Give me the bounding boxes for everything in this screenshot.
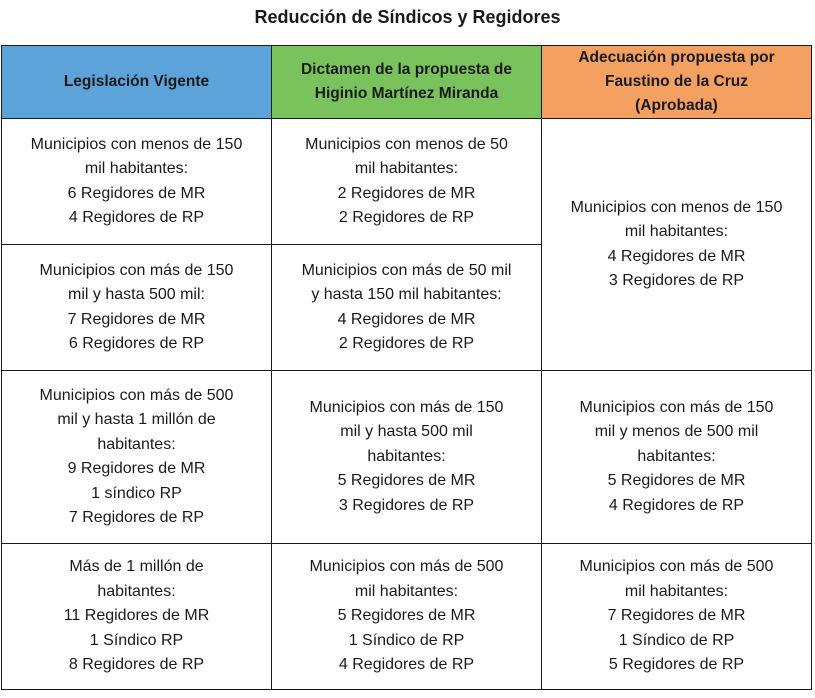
cell-adecuacion bbox=[542, 119, 812, 371]
header-line: (Aprobada) bbox=[635, 97, 718, 114]
header-dictamen bbox=[272, 46, 542, 119]
cell-line: 5 Regidores de MR bbox=[607, 472, 746, 490]
cell-line: 7 Regidores de RP bbox=[68, 509, 205, 526]
cell-line: 2 Regidores de RP bbox=[338, 209, 475, 226]
cell-line: 4 Regidores de RP bbox=[68, 209, 205, 226]
cell-line: mil y menos de 500 mil bbox=[594, 423, 759, 441]
cell-adecuacion bbox=[542, 544, 812, 690]
table-row bbox=[2, 371, 812, 544]
header-line: Adecuación propuesta por bbox=[578, 49, 775, 66]
cell-line: 5 Regidores de RP bbox=[608, 656, 745, 674]
header-line: Dictamen de la propuesta de bbox=[300, 61, 513, 78]
cell-line: mil y hasta 500 mil: bbox=[68, 286, 205, 303]
cell-line: mil habitantes: bbox=[84, 160, 189, 177]
cell-line: Municipios con menos de 50 bbox=[305, 135, 508, 153]
cell-line: Municipios con más de 150 bbox=[309, 398, 504, 416]
cell-line: 4 Regidores de RP bbox=[608, 496, 745, 514]
cell-line: 1 Síndico RP bbox=[89, 631, 184, 649]
cell-line: 1 Síndico de RP bbox=[348, 631, 465, 649]
cell-line: 6 Regidores de RP bbox=[68, 335, 205, 352]
cell-line: 9 Regidores de MR bbox=[67, 460, 206, 477]
header-adecuacion bbox=[542, 46, 812, 119]
cell-line: mil habitantes: bbox=[624, 582, 729, 600]
cell-line: 8 Regidores de RP bbox=[68, 656, 205, 674]
cell-line: 4 Regidores de MR bbox=[607, 247, 746, 265]
cell-line: 3 Regidores de RP bbox=[338, 496, 475, 514]
cell-line: 7 Regidores de MR bbox=[607, 607, 746, 625]
cell-line: 11 Regidores de MR bbox=[63, 607, 210, 625]
cell-line: 2 Regidores de RP bbox=[338, 335, 475, 352]
header-line: Faustino de la Cruz bbox=[605, 73, 748, 90]
page-title: Reducción de Síndicos y Regidores bbox=[254, 7, 561, 27]
cell-line: mil habitantes: bbox=[624, 223, 729, 240]
cell-line: habitantes: bbox=[97, 582, 176, 600]
cell-line: mil y hasta 500 mil bbox=[340, 423, 473, 441]
cell-dictamen bbox=[272, 371, 542, 544]
cell-line: habitantes: bbox=[367, 447, 446, 465]
cell-line: 2 Regidores de MR bbox=[337, 184, 476, 202]
cell-vigente bbox=[2, 245, 272, 371]
cell-line: 1 síndico RP bbox=[91, 484, 182, 502]
cell-line: Municipios con menos de 150 bbox=[570, 198, 783, 216]
cell-line: Más de 1 millón de bbox=[69, 558, 204, 576]
cell-line: mil y hasta 1 millón de bbox=[57, 411, 216, 428]
cell-line: 4 Regidores de RP bbox=[338, 656, 475, 674]
cell-dictamen bbox=[272, 544, 542, 690]
comparison-table bbox=[1, 45, 812, 690]
cell-line: 5 Regidores de MR bbox=[337, 472, 476, 490]
cell-line: Municipios con más de 500 bbox=[579, 558, 774, 576]
cell-line: 1 Síndico de RP bbox=[618, 631, 735, 649]
cell-adecuacion bbox=[542, 371, 812, 544]
cell-line: mil habitantes: bbox=[354, 160, 459, 177]
header-line: Higinio Martínez Miranda bbox=[314, 85, 499, 102]
cell-vigente bbox=[2, 371, 272, 544]
header-line: Legislación Vigente bbox=[63, 73, 210, 90]
cell-line: 7 Regidores de MR bbox=[67, 310, 206, 328]
cell-line: mil habitantes: bbox=[354, 582, 459, 600]
cell-line: habitantes: bbox=[637, 447, 716, 465]
header-legislacion-vigente bbox=[2, 46, 272, 119]
cell-vigente bbox=[2, 544, 272, 690]
cell-line: 4 Regidores de MR bbox=[337, 310, 476, 328]
cell-line: Municipios con menos de 150 bbox=[30, 135, 243, 153]
cell-dictamen bbox=[272, 245, 542, 371]
cell-line: 3 Regidores de RP bbox=[608, 272, 745, 289]
cell-line: y hasta 150 mil habitantes: bbox=[311, 286, 502, 303]
cell-line: 5 Regidores de MR bbox=[337, 607, 476, 625]
cell-line: habitantes: bbox=[97, 435, 176, 453]
cell-vigente bbox=[2, 119, 272, 245]
cell-line: 6 Regidores de MR bbox=[67, 184, 206, 202]
table-row bbox=[2, 119, 812, 245]
cell-line: Municipios con más de 50 mil bbox=[301, 261, 512, 279]
cell-line: Municipios con más de 150 bbox=[579, 398, 774, 416]
cell-line: Municipios con más de 500 bbox=[39, 386, 234, 404]
cell-line: Municipios con más de 150 bbox=[39, 261, 234, 279]
cell-line: Municipios con más de 500 bbox=[309, 558, 504, 576]
cell-dictamen bbox=[272, 119, 542, 245]
table-row bbox=[2, 544, 812, 690]
header-row bbox=[2, 46, 812, 119]
